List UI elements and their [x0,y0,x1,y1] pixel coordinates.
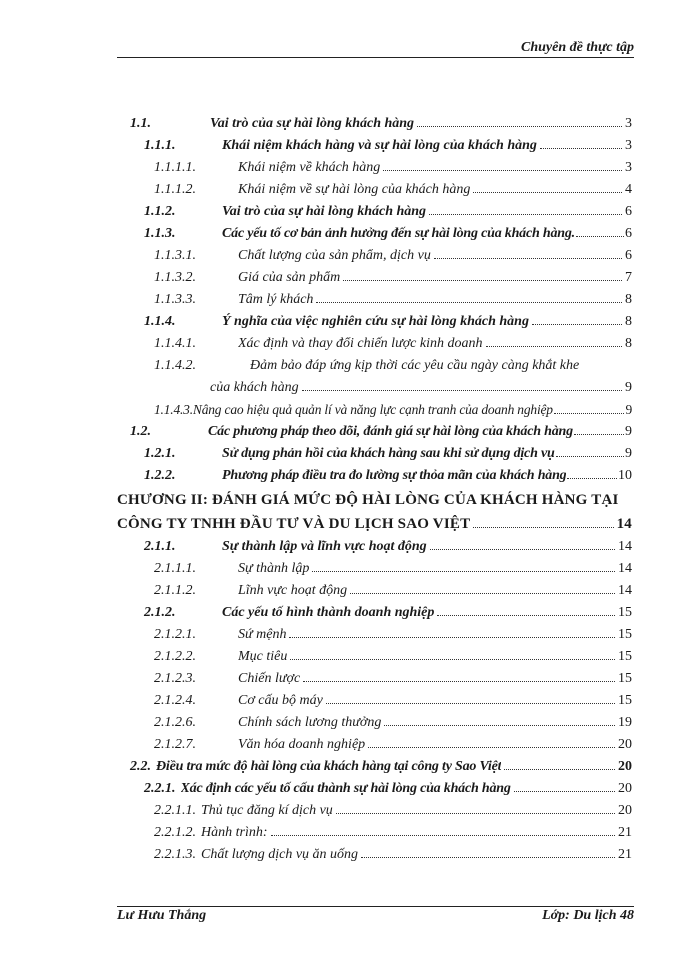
toc-entry[interactable] [154,668,632,690]
toc-page: 4 [625,182,632,197]
toc-page: 20 [618,737,632,752]
toc-page: 14 [618,583,632,598]
toc-number: 2.1.2.4. [154,693,196,708]
toc-text: Các yếu tố hình thành doanh nghiệp [222,605,435,620]
toc-page: 15 [618,627,632,642]
toc-text: Các phương pháp theo dõi, đánh giá sự hài lòng của khách hàng [208,424,573,439]
toc-page: 9 [625,402,632,417]
toc-entry[interactable] [154,245,632,267]
toc-leader [271,834,616,836]
toc-text: Nâng cao hiệu quả quản lí và năng lực cạnh tranh của doanh nghiệp [192,402,553,417]
toc-text: Mục tiêu [238,649,288,664]
toc-text: Khái niệm khách hàng và sự hài lòng của khách hàng [222,138,537,153]
toc-text: Tâm lý khách [238,292,314,307]
toc-leader [312,570,615,572]
toc-page: 20 [618,759,632,774]
toc-leader [302,389,622,391]
toc-text: Văn hóa doanh nghiệp [238,737,366,752]
toc-text: Đảm bảo đáp ứng kịp thời các yêu cầu ngày càng khắt khe [250,358,580,373]
toc-number: 1.1.3.2. [154,270,196,285]
toc-text: Chính sách lương thưởng [238,715,382,730]
toc-entry[interactable] [144,778,632,800]
toc-leader [384,724,615,726]
footer-class: Lớp: Du lịch 48 [542,908,634,923]
toc-page: 15 [618,693,632,708]
toc-entry[interactable] [144,223,632,245]
toc-number: 2.1.2.1. [154,627,196,642]
toc-text: Phương pháp điều tra đo lường sự thỏa mãn của khách hàng [222,468,567,483]
toc-page: 14 [616,516,632,532]
header-rule [117,57,634,58]
toc-entry[interactable] [154,822,632,844]
toc-text: Sự thành lập và lĩnh vực hoạt động [222,539,427,554]
toc-text: Cơ cấu bộ máy [238,693,323,708]
footer-author: Lư Hưu Thắng [117,908,207,923]
toc-leader [567,477,617,479]
toc-page: 15 [618,671,632,686]
toc-number: 2.2. [130,759,151,774]
toc-leader [556,455,624,457]
toc-text: Chất lượng của sản phẩm, dịch vụ [238,248,431,263]
toc-entry[interactable] [154,690,632,712]
toc-page: 9 [625,446,632,461]
toc-entry[interactable] [144,465,632,487]
toc-text: CÔNG TY TNHH ĐẦU TƯ VÀ DU LỊCH SAO VIỆT [117,516,471,532]
toc-page: 3 [625,138,632,153]
toc-page: 3 [625,116,632,131]
toc-number: 2.1.2.7. [154,737,196,752]
toc-text: Khái niệm về sự hài lòng của khách hàng [238,182,471,197]
toc-leader [532,323,622,325]
toc-entry[interactable] [154,558,632,580]
toc-page: 15 [618,649,632,664]
toc-page: 8 [625,314,632,329]
toc-page: 10 [618,468,632,483]
toc-leader [417,125,622,127]
toc-page: 7 [625,270,632,285]
toc-text: Giá của sản phẩm [238,270,341,285]
toc-text: Sứ mệnh [238,627,287,642]
toc-page: 8 [625,336,632,351]
toc-text: Điều tra mức độ hài lòng của khách hàng tại công ty Sao Việt [156,759,502,774]
toc-entry[interactable] [154,267,632,289]
toc-text: Hành trình: [201,825,268,840]
toc-number: 1.1.3.3. [154,292,196,307]
toc-text: Sự thành lập [238,561,310,576]
toc-leader [350,592,615,594]
toc-entry[interactable] [144,201,632,223]
toc-page: 9 [625,424,632,439]
toc-entry[interactable] [154,289,632,311]
toc-number: 1.1.1. [144,138,176,153]
toc-entry[interactable] [130,756,632,778]
toc-leader [473,526,613,528]
toc-entry[interactable] [144,443,632,465]
toc-text: Khái niệm về khách hàng [238,160,381,175]
toc-leader [326,702,615,704]
toc-entry[interactable] [154,844,632,866]
toc-text: Vai trò của sự hài lòng khách hàng [210,116,415,131]
toc-number: 1.1.2. [144,204,176,219]
toc-number: 1.1.1.2. [154,182,196,197]
toc-page: 15 [618,605,632,620]
toc-number: 2.1.1.2. [154,583,196,598]
toc-page: 6 [625,226,632,241]
toc-leader [576,235,624,237]
footer-rule [117,906,634,907]
toc-leader [434,257,622,259]
toc-text: Xác định và thay đổi chiến lược kinh doanh [238,336,483,351]
toc-number: 1.1.4.2. [154,358,196,373]
toc-entry-continuation[interactable] [210,377,632,399]
toc-entry[interactable] [154,157,632,179]
toc-entry[interactable] [154,580,632,602]
toc-leader [343,279,622,281]
toc-number: 1.1.3. [144,226,176,241]
toc-page: 19 [618,715,632,730]
toc-number: 2.2.1.3. [154,847,196,862]
toc-entry[interactable] [154,179,632,201]
toc-number: 2.1.1. [144,539,176,554]
toc-entry[interactable] [154,333,632,355]
toc-text: Các yếu tố cơ bản ảnh hưởng đến sự hài lòng của khách hàng. [222,226,575,241]
toc-leader [504,768,615,770]
toc-entry[interactable] [154,734,632,756]
toc-leader [383,169,622,171]
toc-entry[interactable] [130,421,632,443]
toc-leader [368,746,615,748]
toc-number: 1.1.1.1. [154,160,196,175]
toc-number: 2.1.2.2. [154,649,196,664]
toc-leader [289,636,615,638]
toc-leader [430,548,615,550]
toc-page: 6 [625,248,632,263]
toc-number: 1.1.3.1. [154,248,196,263]
toc-entry[interactable] [154,399,632,421]
toc-page: 6 [625,204,632,219]
toc-text: Ý nghĩa của việc nghiên cứu sự hài lòng khách hàng [222,314,529,329]
toc-number: 2.1.2.3. [154,671,196,686]
toc-leader [554,412,625,414]
toc-entry[interactable] [144,135,632,157]
toc-text: CHƯƠNG II: ĐÁNH GIÁ MỨC ĐỘ HÀI LÒNG CỦA KHÁCH HÀNG TẠI [117,492,619,508]
toc-leader [336,812,615,814]
toc-leader [473,191,622,193]
toc-page: 20 [618,803,632,818]
toc-leader [361,856,615,858]
toc-page: 3 [625,160,632,175]
toc-leader [540,147,622,149]
toc-number: 2.1.2. [144,605,176,620]
toc-page: 9 [625,380,632,395]
toc-number: 2.1.2.6. [154,715,196,730]
toc-page: 14 [618,539,632,554]
toc-text: Xác định các yếu tố cấu thành sự hài lòng của khách hàng [180,781,511,796]
toc-entry[interactable] [154,646,632,668]
toc-text: Thủ tục đăng kí dịch vụ [201,803,333,818]
toc-number: 1.1.4. [144,314,176,329]
toc-page: 21 [618,847,632,862]
toc-entry[interactable] [154,800,632,822]
toc-entry[interactable] [144,536,632,558]
toc-number: 1.1.4.1. [154,336,196,351]
toc-leader [574,433,624,435]
toc-leader [514,790,615,792]
toc-text: Vai trò của sự hài lòng khách hàng [222,204,427,219]
toc-entry[interactable] [154,624,632,646]
toc-entry[interactable] [144,602,632,624]
toc-number: 2.1.1.1. [154,561,196,576]
toc-page: 8 [625,292,632,307]
toc-entry[interactable] [130,113,632,135]
toc-chapter-continuation[interactable] [117,512,632,536]
toc-number: 1.2. [130,424,151,439]
toc-entry[interactable] [154,712,632,734]
toc-number: 1.1. [130,116,151,131]
toc-text: Chiến lược [238,671,301,686]
toc-entry[interactable] [154,355,632,377]
toc-leader [303,680,615,682]
toc-text: Chất lượng dịch vụ ăn uống [201,847,359,862]
toc-leader [486,345,623,347]
toc-number: 1.1.4.3. [154,402,193,417]
toc-entry[interactable] [144,311,632,333]
toc-number: 1.2.2. [144,468,176,483]
toc-text: Sử dụng phản hồi của khách hàng sau khi sử dụng dịch vụ [222,446,555,461]
header-title: Chuyên đề thực tập [520,40,634,55]
toc-number: 1.2.1. [144,446,176,461]
toc-page: 14 [618,561,632,576]
toc-number: 2.2.1.2. [154,825,196,840]
toc-text: Lĩnh vực hoạt động [238,583,348,598]
toc-number: 2.2.1.1. [154,803,196,818]
toc-leader [437,614,615,616]
toc-leader [290,658,615,660]
toc-number: 2.2.1. [144,781,176,796]
toc-leader [429,213,622,215]
toc-page: 21 [618,825,632,840]
toc-chapter[interactable] [117,488,632,512]
toc-leader [316,301,622,303]
toc-page: 20 [618,781,632,796]
toc-text: của khách hàng [210,380,299,395]
